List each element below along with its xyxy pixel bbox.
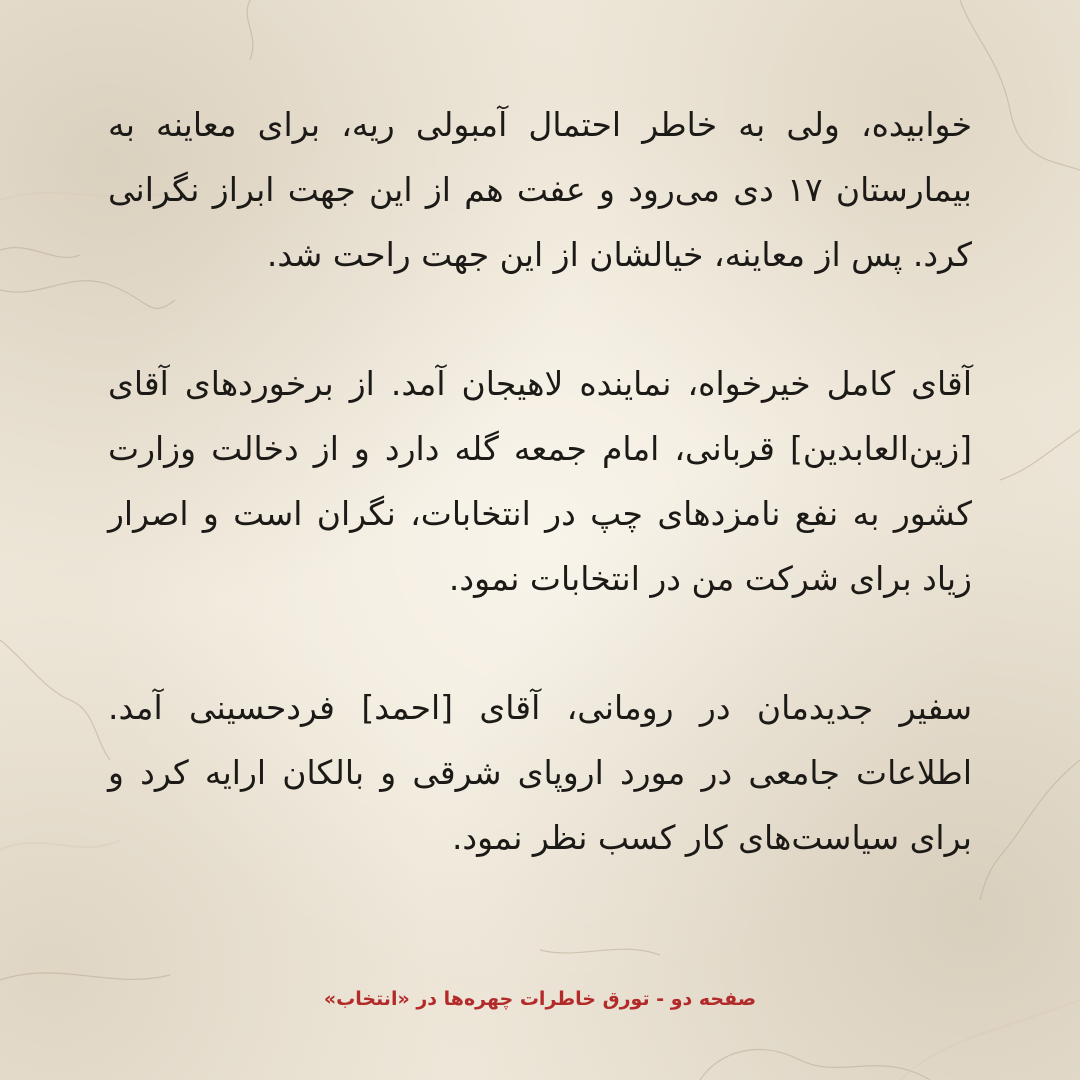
paragraph-1: خوابیده، ولی به خاطر احتمال آمبولی ریه، برای معاینه به بیمارستان ۱۷ دی می‌رود و عفت هم از این جهت ابراز نگرانی کرد. پس از معاینه، خیالشان از این جهت راحت شد. [108, 105, 972, 274]
paragraph-2: آقای کامل خیرخواه، نماینده لاهیجان آمد. از برخوردهای آقای [زین‌العابدین] قربانی، امام جمعه گله دارد و از دخالت وزارت کشور به نفع نامزدهای چپ در انتخابات، نگران است و اصرار زیاد برای شرکت من در انتخابات نمود. [108, 364, 972, 598]
page-caption: صفحه دو - تورق خاطرات چهره‌ها در «انتخاب» [323, 988, 757, 1010]
memoir-text [108, 92, 972, 870]
paragraph-3: سفیر جدیدمان در رومانی، آقای [احمد] فردحسینی آمد. اطلاعات جامعی در مورد اروپای شرقی و بالکان ارایه کرد و برای سیاست‌های کار کسب نظر نمود. [108, 688, 972, 857]
